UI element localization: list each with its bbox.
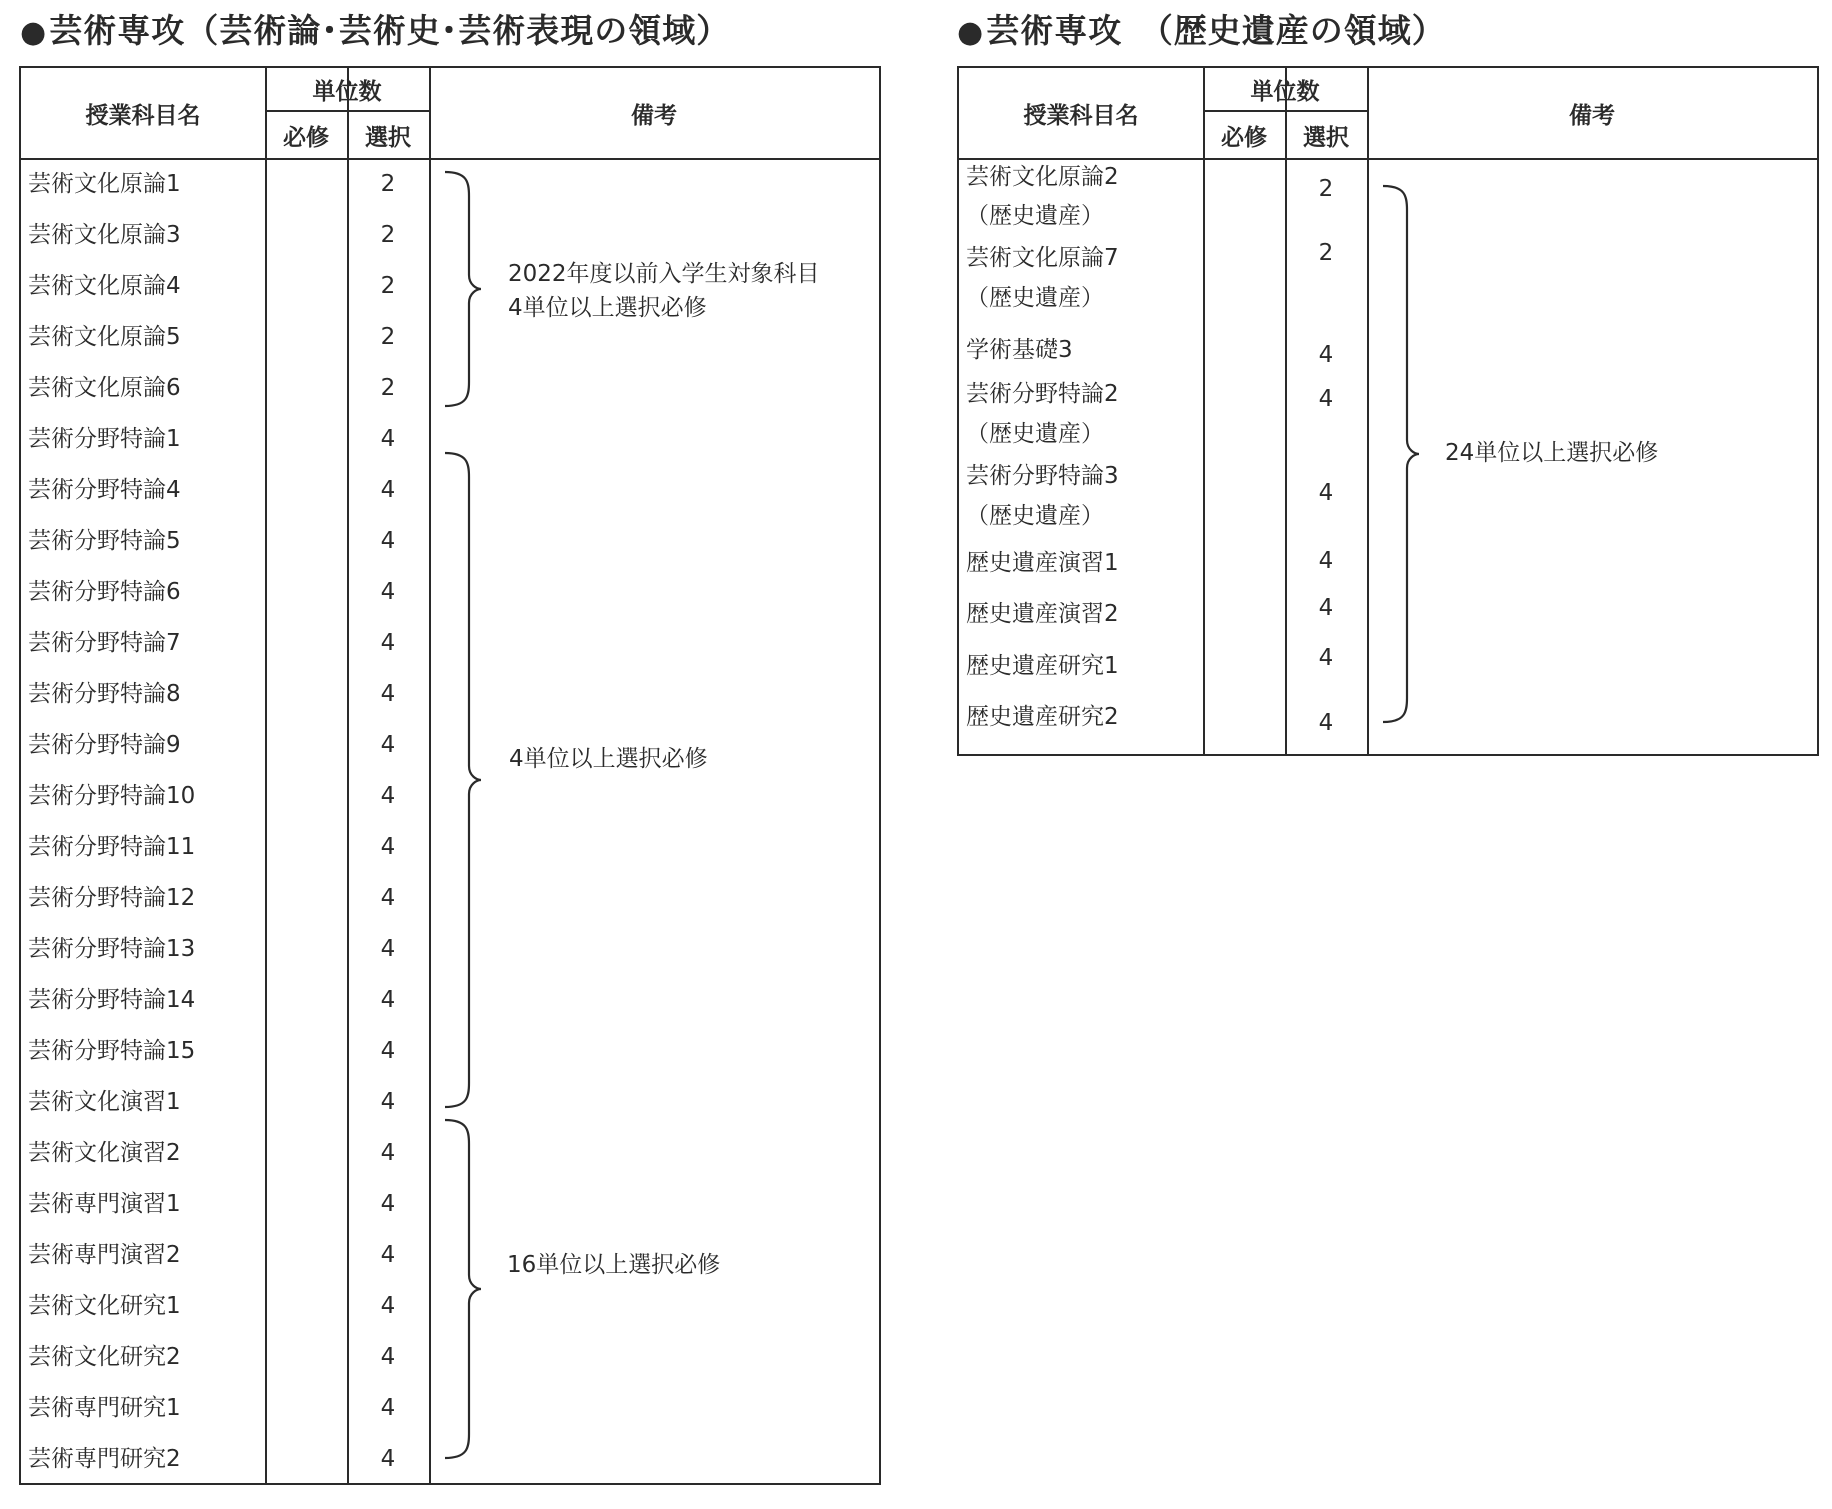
subject-name: 芸術文化原論5 [28,324,181,350]
table2-brace-group [1379,68,1479,758]
bullet-icon: ● [20,15,48,50]
subject-name: 芸術専門研究1 [28,1395,181,1421]
header-credits: 単位数 [312,78,382,105]
remark-4-credits [509,742,708,776]
elective-credits: 4 [380,1395,396,1421]
subject-name: 芸術専門演習2 [28,1242,181,1268]
elective-credits: 4 [380,987,396,1013]
remark-line: 4単位以上選択必修 [508,295,707,321]
elective-credits: 4 [1318,710,1334,736]
column-divider [1203,68,1205,754]
header-required: 必修 [283,124,329,151]
subject-name: 歴史遺産研究1 [966,653,1119,679]
elective-credits: 4 [380,885,396,911]
header-credits: 単位数 [1250,78,1320,105]
subject-name: 芸術分野特論10 [28,783,196,809]
bullet-icon: ● [957,15,985,50]
subject-subtitle: （歴史遺産） [966,421,1104,447]
elective-credits: 4 [1318,548,1334,574]
elective-credits: 4 [380,1089,396,1115]
subject-name: 学術基礎3 [966,337,1073,363]
elective-credits: 4 [380,783,396,809]
header-elective: 選択 [365,124,411,151]
subject-name: 歴史遺産演習2 [966,601,1119,627]
subject-name: 芸術文化演習2 [28,1140,181,1166]
subject-name: 芸術文化原論1 [28,171,181,197]
subject-name: 芸術分野特論1 [28,426,181,452]
column-divider [429,68,431,1483]
remark-line: 4単位以上選択必修 [509,746,708,772]
subject-name: 芸術文化原論2 [966,164,1119,190]
subject-name: 芸術分野特論5 [28,528,181,554]
table2-heading [957,8,1446,56]
elective-credits: 4 [380,1446,396,1472]
subject-name: 芸術分野特論6 [28,579,181,605]
subject-name: 芸術分野特論14 [28,987,196,1013]
subject-name: 芸術専門演習1 [28,1191,181,1217]
subject-name: 芸術文化研究2 [28,1344,181,1370]
remark-line: 16単位以上選択必修 [507,1252,721,1278]
elective-credits: 4 [1318,386,1334,412]
header-remarks: 備考 [631,102,677,129]
curly-brace-icon [1383,186,1419,722]
elective-credits: 4 [380,681,396,707]
table1-art-theory-history-expression [19,66,881,1485]
subject-name: 芸術文化原論3 [28,222,181,248]
subject-name: 芸術分野特論9 [28,732,181,758]
subject-name: 芸術分野特論8 [28,681,181,707]
subject-name: 芸術文化原論6 [28,375,181,401]
elective-credits: 2 [1318,240,1334,266]
subject-name: 芸術文化原論4 [28,273,181,299]
remark-2022-students [508,257,820,325]
subject-name: 歴史遺産研究2 [966,704,1119,730]
subject-name: 芸術文化演習1 [28,1089,181,1115]
header-subject-name: 授業科目名 [1023,102,1139,129]
table2-historical-heritage [957,66,1819,756]
subject-subtitle: （歴史遺産） [966,503,1104,529]
header-remarks: 備考 [1569,102,1615,129]
remark-16-credits [507,1248,720,1282]
remark-line: 2022年度以前入学生対象科目 [508,261,820,287]
subject-name: 芸術分野特論7 [28,630,181,656]
elective-credits: 4 [1318,480,1334,506]
elective-credits: 2 [380,222,396,248]
elective-credits: 4 [380,579,396,605]
elective-credits: 4 [380,834,396,860]
table1-heading [20,8,730,56]
elective-credits: 4 [380,528,396,554]
column-divider [265,68,267,1483]
elective-credits: 2 [380,171,396,197]
subject-name: 芸術文化研究1 [28,1293,181,1319]
elective-credits: 4 [1318,595,1334,621]
header-required: 必修 [1221,124,1267,151]
curly-brace-icon [445,172,481,406]
elective-credits: 2 [380,273,396,299]
subject-name: 芸術分野特論11 [28,834,196,860]
table2-heading-text: 芸術専攻 （歴史遺産の領域） [986,11,1446,50]
table1-heading-text: 芸術専攻（芸術論･芸術史･芸術表現の領域） [49,11,731,50]
elective-credits: 2 [380,324,396,350]
subject-subtitle: （歴史遺産） [966,285,1104,311]
curly-brace-icon [445,1120,481,1458]
subject-name: 芸術分野特論12 [28,885,196,911]
elective-credits: 4 [380,732,396,758]
subject-name: 芸術文化原論7 [966,245,1119,271]
column-divider [1367,68,1369,754]
elective-credits: 2 [380,375,396,401]
subject-name: 芸術分野特論2 [966,381,1119,407]
elective-credits: 4 [380,1293,396,1319]
subject-name: 芸術専門研究2 [28,1446,181,1472]
elective-credits: 4 [380,1191,396,1217]
elective-credits: 4 [380,936,396,962]
remark-24-credits [1445,436,1658,470]
header-elective: 選択 [1303,124,1349,151]
subject-subtitle: （歴史遺産） [966,203,1104,229]
elective-credits: 2 [1318,176,1334,202]
elective-credits: 4 [1318,342,1334,368]
elective-credits: 4 [380,630,396,656]
elective-credits: 4 [380,477,396,503]
elective-credits: 4 [380,1344,396,1370]
subject-name: 芸術分野特論4 [28,477,181,503]
elective-credits: 4 [380,1038,396,1064]
elective-credits: 4 [380,1140,396,1166]
subject-name: 芸術分野特論15 [28,1038,196,1064]
subject-name: 芸術分野特論13 [28,936,196,962]
elective-credits: 4 [380,426,396,452]
remark-line: 24単位以上選択必修 [1445,440,1659,466]
curly-brace-icon [445,453,481,1107]
subject-name: 芸術分野特論3 [966,463,1119,489]
subject-name: 歴史遺産演習1 [966,550,1119,576]
header-subject-name: 授業科目名 [85,102,201,129]
elective-credits: 4 [380,1242,396,1268]
elective-credits: 4 [1318,645,1334,671]
